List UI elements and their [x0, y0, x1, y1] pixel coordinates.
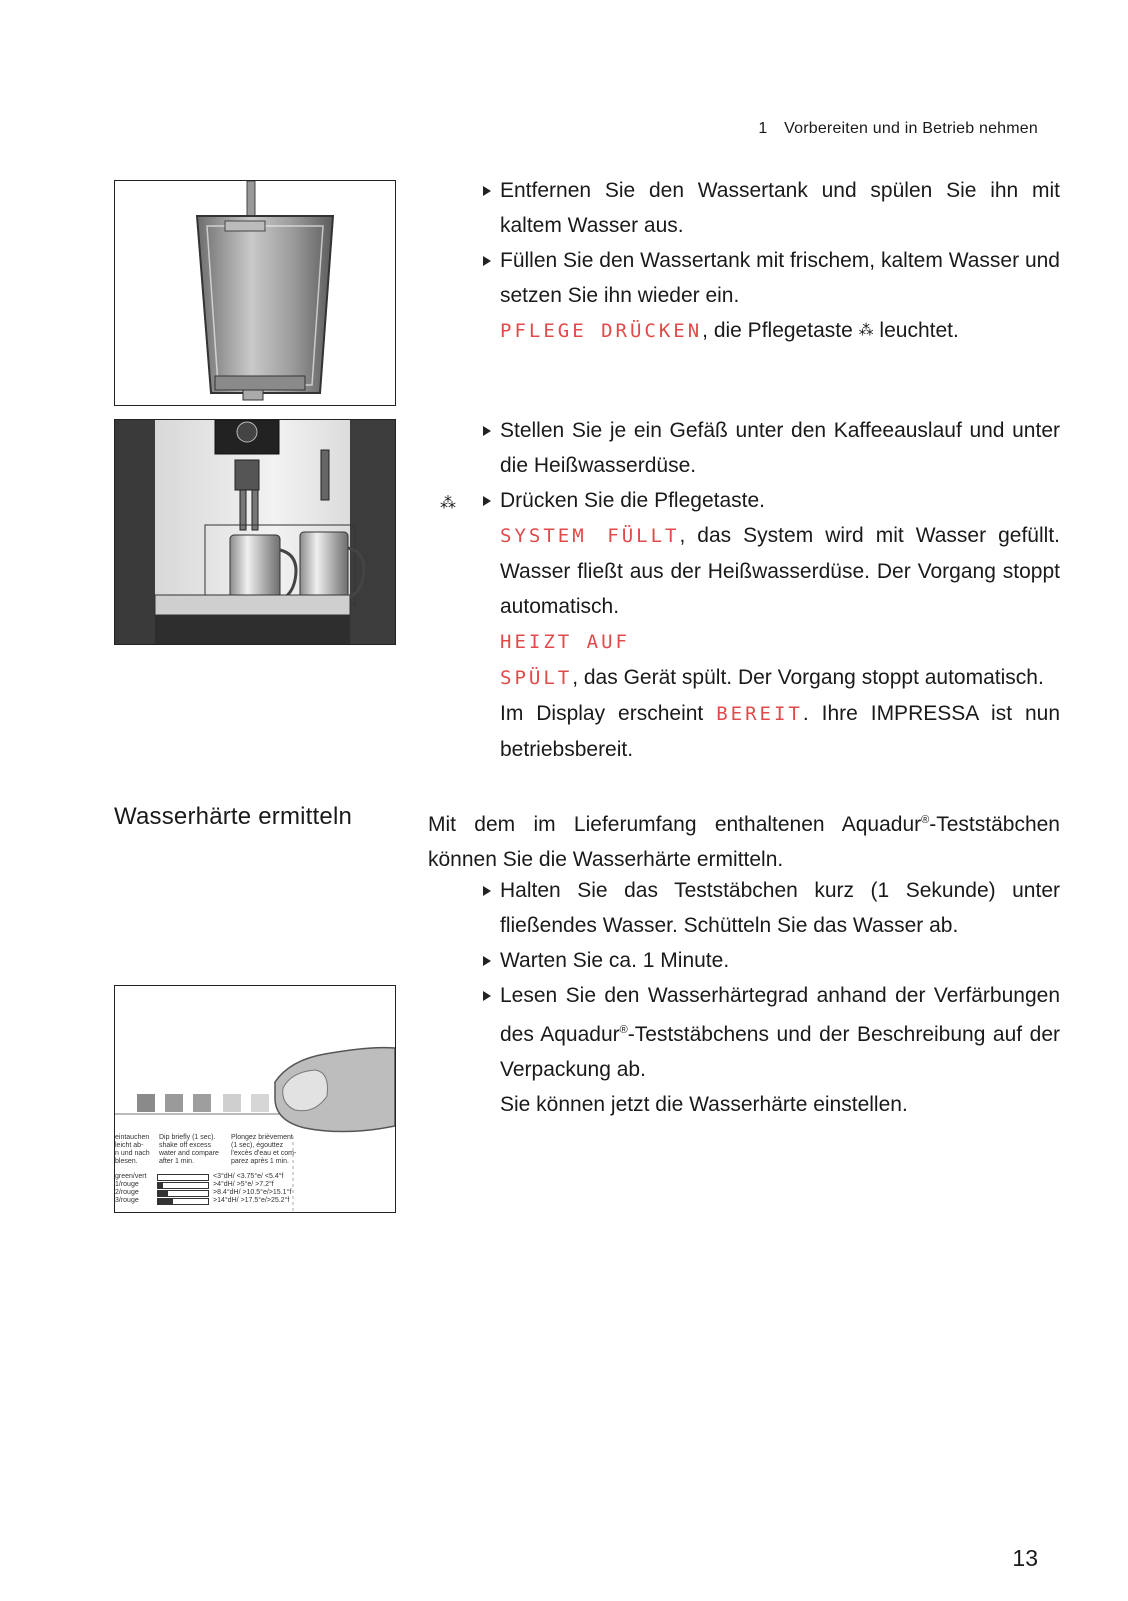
- result-system-filling: SYSTEM FÜLLT, das System wird mit Wasser gefüllt. Wasser fließt aus der Heißwasserdüse. Der Vorgang stoppt automatisch.: [500, 524, 1060, 618]
- hardness-row-label: 3/rouge: [115, 1197, 139, 1204]
- card-text-de: blesen.: [115, 1158, 138, 1165]
- hardness-row-values: >14°dH/ >17.5°e/>25.2°f: [213, 1197, 290, 1204]
- step-fill-tank: Füllen Sie den Wassertank mit frischem, kaltem Wasser und setzen Sie ihn wieder ein.: [480, 243, 1060, 313]
- step-press-care: Drücken Sie die Pflegetaste.: [480, 483, 1060, 518]
- card-text-en: Dip briefly (1 sec).: [159, 1134, 216, 1141]
- strip-card-text: [115, 1134, 305, 1205]
- result-ready: Im Display erscheint BEREIT. Ihre IMPRESSA ist nun betriebsbereit.: [500, 702, 1061, 761]
- card-text-de: leicht ab-: [115, 1142, 144, 1149]
- step-dip-strip: Halten Sie das Teststäbchen kurz (1 Sekunde) unter fließendes Wasser. Schütteln Sie das Wasser ab.: [480, 873, 1060, 943]
- card-text-fr: l'excès d'eau et com-: [231, 1150, 297, 1157]
- card-text-de: eintauchen: [115, 1134, 150, 1141]
- card-text-fr: Plongez brièvement: [231, 1134, 293, 1141]
- page-number: 13: [1012, 1545, 1038, 1571]
- card-text-de: n und nach: [115, 1150, 150, 1157]
- hardness-row-values: >4°dH/ >5°e/ >7.2°f: [213, 1181, 274, 1188]
- card-text-en: after 1 min.: [159, 1158, 195, 1165]
- instruction-block-tank: [480, 173, 1060, 349]
- result-rinsing: SPÜLT, das Gerät spült. Der Vorgang stoppt automatisch.: [500, 666, 1044, 689]
- hardness-row-values: <3°dH/ <3.75°e/ <5.4°f: [213, 1173, 284, 1180]
- result-set-hardness: Sie können jetzt die Wasserhärte einstellen.: [500, 1093, 908, 1116]
- step-read-hardness: Lesen Sie den Wasserhärtegrad anhand der Verfärbungen des Aquadur®-Teststäbchens und der Beschreibung auf der Verpackung ab.: [480, 978, 1060, 1087]
- chapter-title: Vorbereiten und in Betrieb nehmen: [784, 120, 1038, 137]
- lcd-message: SPÜLT: [500, 667, 573, 689]
- chapter-number: 1: [758, 120, 768, 137]
- card-text-en: water and compare: [159, 1150, 219, 1157]
- instruction-block-fill-system: [480, 413, 1060, 767]
- result-heating: [480, 624, 1060, 660]
- coffee-machine-illustration: [114, 419, 396, 645]
- hardness-row-values: >8.4°dH/ >10.5°e/>15.1°f: [213, 1189, 292, 1196]
- lcd-message: SYSTEM FÜLLT: [500, 525, 680, 547]
- lcd-message: PFLEGE DRÜCKEN: [500, 320, 703, 342]
- care-button-icon: ⁂: [440, 495, 456, 512]
- hardness-row-label: green/vert: [115, 1173, 147, 1180]
- card-text-fr: parez après 1 min.: [231, 1158, 289, 1165]
- care-symbol-icon: ⁂: [858, 322, 874, 339]
- hardness-row-label: 2/rouge: [115, 1189, 139, 1196]
- instruction-block-hardness: [480, 873, 1060, 1122]
- water-tank-illustration: [114, 180, 396, 406]
- result-care-prompt: PFLEGE DRÜCKEN, die Pflegetaste ⁂ leuchtet.: [500, 319, 959, 342]
- section-title: Wasserhärte ermitteln: [114, 803, 353, 830]
- step-wait: Warten Sie ca. 1 Minute.: [480, 943, 1060, 978]
- lcd-message: BEREIT: [716, 703, 803, 725]
- step-place-containers: Stellen Sie je ein Gefäß unter den Kaffeeauslauf und unter die Heißwasserdüse.: [480, 413, 1060, 483]
- card-text-fr: (1 sec), égouttez: [231, 1142, 284, 1149]
- hardness-row-label: 1/rouge: [115, 1181, 139, 1188]
- section-intro: Mit dem im Lieferumfang enthaltenen Aquadur®-Teststäbchen können Sie die Wasserhärte ermitteln.: [428, 813, 1060, 871]
- running-header: [758, 120, 1038, 138]
- lcd-message: HEIZT AUF: [500, 631, 630, 653]
- step-remove-tank: Entfernen Sie den Wassertank und spülen Sie ihn mit kaltem Wasser aus.: [480, 173, 1060, 243]
- card-text-en: shake off excess: [159, 1142, 212, 1149]
- color-pads: [137, 1094, 269, 1112]
